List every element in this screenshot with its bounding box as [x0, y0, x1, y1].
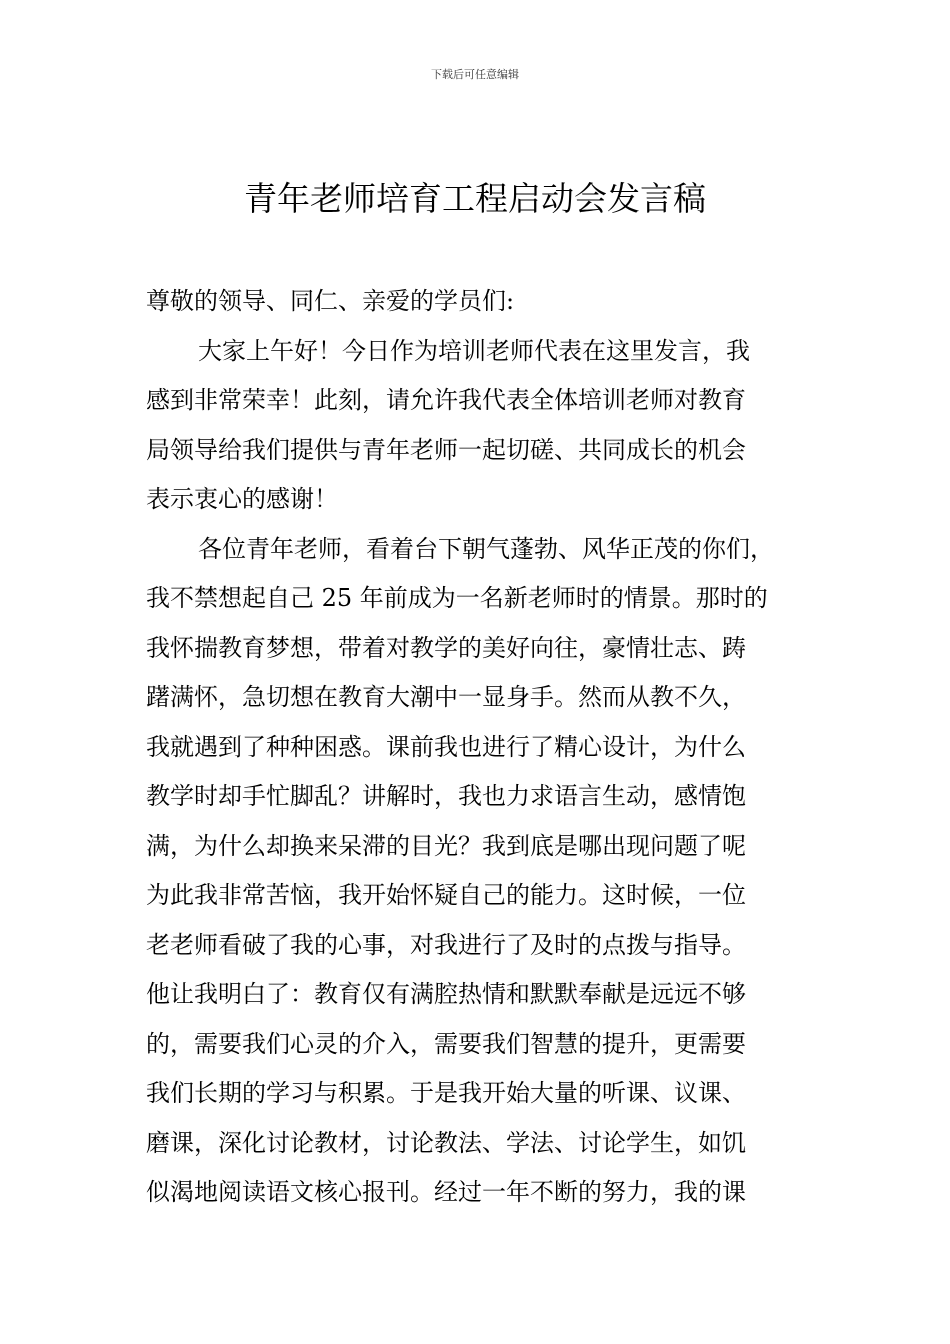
body-line: 我们长期的学习与积累。于是我开始大量的听课、议课、 — [146, 1079, 746, 1107]
body-line: 感到非常荣幸！此刻，请允许我代表全体培训老师对教育 — [146, 386, 746, 414]
body-line: 似渴地阅读语文核心报刊。经过一年不断的努力，我的课 — [146, 1178, 746, 1206]
body-line: 躇满怀，急切想在教育大潮中一显身手。然而从教不久， — [146, 683, 746, 711]
body-line: 我怀揣教育梦想，带着对教学的美好向往，豪情壮志、踌 — [146, 633, 746, 662]
body-line: 我就遇到了种种困惑。课前我也进行了精心设计，为什么 — [146, 732, 746, 761]
body-line: 各位青年老师，看着台下朝气蓬勃、风华正茂的你们， — [198, 534, 774, 563]
body-line: 尊敬的领导、同仁、亲爱的学员们: — [146, 287, 515, 315]
body-line: 磨课，深化讨论教材，讨论教法、学法、讨论学生，如饥 — [146, 1128, 746, 1157]
body-line: 大家上午好！今日作为培训老师代表在这里发言，我 — [198, 336, 750, 365]
body-line: 我不禁想起自己 25 年前成为一名新老师时的情景。那时的 — [146, 584, 768, 612]
body-line: 满，为什么却换来呆滞的目光？我到底是哪出现问题了呢 — [146, 831, 746, 860]
document-title: 青年老师培育工程启动会发言稿 — [244, 179, 706, 218]
body-line: 教学时却手忙脚乱？讲解时，我也力求语言生动，感情饱 — [146, 782, 746, 810]
body-line: 为此我非常苦恼，我开始怀疑自己的能力。这时候，一位 — [146, 881, 746, 909]
body-line: 的，需要我们心灵的介入，需要我们智慧的提升，更需要 — [146, 1029, 746, 1058]
body-line: 局领导给我们提供与青年老师一起切磋、共同成长的机会 — [146, 435, 746, 464]
header-note: 下载后可任意编辑 — [431, 68, 519, 81]
document-body — [146, 277, 826, 1218]
body-line: 表示衷心的感谢！ — [146, 485, 338, 513]
body-line: 老老师看破了我的心事，对我进行了及时的点拨与指导。 — [146, 930, 746, 959]
body-line: 他让我明白了：教育仅有满腔热情和默默奉献是远远不够 — [146, 980, 746, 1008]
